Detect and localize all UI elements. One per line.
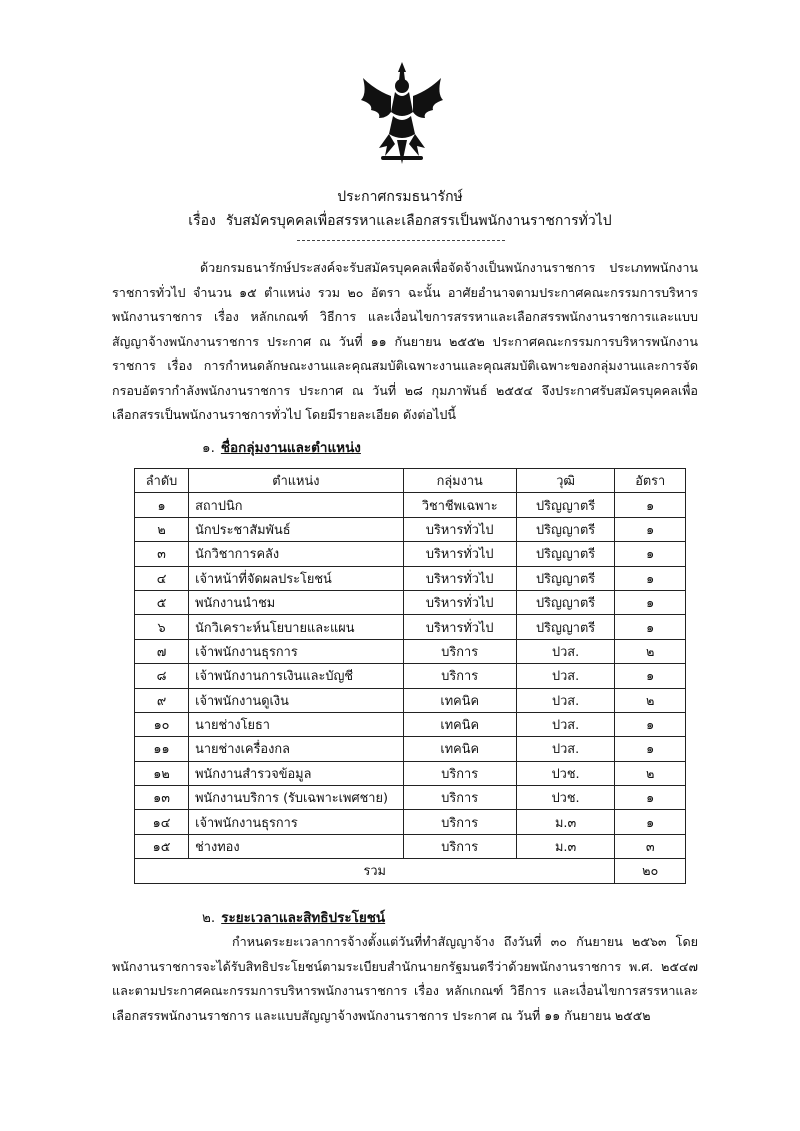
section-2-text: กำหนดระยะเวลาการจ้างตั้งแต่วันที่ทำสัญญาจ้าง ถึงวันที่ ๓๐ กันยายน ๒๕๖๓ โดยพนักงานราชการจะได้รับสิทธิประโยชน์ตามระเบียบสำนักนายกรัฐมนตรีว่าด้วยพนักงานราชการ พ.ศ. ๒๕๔๗ และตามประกาศคณะกรรมการบริหารพนักงานราชการ เรื่อง หลักเกณฑ์ วิธีการ และเงื่อนไขการสรรหาและเลือกสรรพนักงานราชการ และแบบสัญญาจ้างพนักงานราชการ ประกาศ ณ วันที่ ๑๑ กันยายน ๒๕๕๒ bbox=[112, 934, 698, 1023]
section-2-heading bbox=[202, 906, 385, 928]
cell-education: ปวส. bbox=[516, 664, 615, 688]
cell-group: บริการ bbox=[403, 761, 516, 785]
cell-education: ปริญญาตรี bbox=[516, 566, 615, 590]
cell-no: ๓ bbox=[135, 542, 189, 566]
cell-rate: ๒ bbox=[615, 639, 686, 663]
table-row bbox=[135, 639, 686, 663]
table-total-row bbox=[135, 859, 686, 883]
cell-rate: ๑ bbox=[615, 615, 686, 639]
subject-text: รับสมัครบุคคลเพื่อสรรหาและเลือกสรรเป็นพนักงานราชการทั่วไป bbox=[225, 213, 612, 229]
table-row bbox=[135, 786, 686, 810]
cell-education: ปริญญาตรี bbox=[516, 615, 615, 639]
table-row bbox=[135, 810, 686, 834]
table-header-row bbox=[135, 469, 686, 493]
cell-no: ๑๔ bbox=[135, 810, 189, 834]
cell-group: บริหารทั่วไป bbox=[403, 542, 516, 566]
cell-education: ม.๓ bbox=[516, 834, 615, 858]
cell-group: บริการ bbox=[403, 834, 516, 858]
cell-education: ปริญญาตรี bbox=[516, 590, 615, 614]
cell-no: ๘ bbox=[135, 664, 189, 688]
cell-rate: ๓ bbox=[615, 834, 686, 858]
cell-no: ๑๑ bbox=[135, 737, 189, 761]
cell-no: ๑๒ bbox=[135, 761, 189, 785]
cell-group: วิชาชีพเฉพาะ bbox=[403, 493, 516, 517]
cell-no: ๖ bbox=[135, 615, 189, 639]
cell-position: นักประชาสัมพันธ์ bbox=[189, 517, 404, 541]
total-label: รวม bbox=[135, 859, 615, 883]
table-row bbox=[135, 737, 686, 761]
cell-no: ๑ bbox=[135, 493, 189, 517]
cell-group: บริหารทั่วไป bbox=[403, 517, 516, 541]
cell-rate: ๑ bbox=[615, 590, 686, 614]
cell-education: ปวส. bbox=[516, 737, 615, 761]
cell-position: นักวิชาการคลัง bbox=[189, 542, 404, 566]
intro-text: ด้วยกรมธนารักษ์ประสงค์จะรับสมัครบุคคลเพื่อจัดจ้างเป็นพนักงานราชการ ประเภทพนักงานราชการทั่วไป จำนวน ๑๕ ตำแหน่ง รวม ๒๐ อัตรา ฉะนั้น อาศัยอำนาจตามประกาศคณะกรรมการบริหารพนักงานราชการ เรื่อง หลักเกณฑ์ วิธีการ และเงื่อนไขการสรรหาและเลือกสรรพนักงานราชการและแบบสัญญาจ้างพนักงานราชการ ประกาศ ณ วันที่ ๑๑ กันยายน ๒๕๕๒ ประกาศคณะกรรมการบริหารพนักงานราชการ เรื่อง การกำหนดลักษณะงานและคุณสมบัติเฉพาะงานและคุณสมบัติเฉพาะของกลุ่มงานและการจัดกรอบอัตรากำลังพนักงานราชการ ประกาศ ณ วันที่ ๒๘ กุมภาพันธ์ ๒๕๕๔ จึงประกาศรับสมัครบุคคลเพื่อเลือกสรรเป็นพนักงานราชการทั่วไป โดยมีรายละเอียด ดังต่อไปนี้ bbox=[112, 260, 698, 422]
table-row bbox=[135, 761, 686, 785]
cell-rate: ๑ bbox=[615, 810, 686, 834]
cell-rate: ๒ bbox=[615, 761, 686, 785]
cell-no: ๔ bbox=[135, 566, 189, 590]
cell-education: ปวช. bbox=[516, 786, 615, 810]
section-2-title: ระยะเวลาและสิทธิประโยชน์ bbox=[221, 910, 386, 926]
cell-group: บริการ bbox=[403, 786, 516, 810]
cell-group: เทคนิค bbox=[403, 737, 516, 761]
header-no: ลำดับ bbox=[135, 469, 189, 493]
total-value: ๒๐ bbox=[615, 859, 686, 883]
cell-education: ปวช. bbox=[516, 761, 615, 785]
header-position: ตำแหน่ง bbox=[189, 469, 404, 493]
positions-table bbox=[134, 468, 686, 884]
cell-education: ม.๓ bbox=[516, 810, 615, 834]
header-group: กลุ่มงาน bbox=[403, 469, 516, 493]
cell-position: นายช่างเครื่องกล bbox=[189, 737, 404, 761]
section-1-heading bbox=[202, 436, 361, 458]
cell-no: ๑๕ bbox=[135, 834, 189, 858]
table-row bbox=[135, 590, 686, 614]
cell-position: สถาปนิก bbox=[189, 493, 404, 517]
cell-group: บริหารทั่วไป bbox=[403, 590, 516, 614]
table-row bbox=[135, 493, 686, 517]
cell-group: บริการ bbox=[403, 664, 516, 688]
cell-position: เจ้าพนักงานการเงินและบัญชี bbox=[189, 664, 404, 688]
header-divider bbox=[297, 240, 505, 241]
cell-group: เทคนิค bbox=[403, 688, 516, 712]
table-row bbox=[135, 834, 686, 858]
garuda-emblem-icon bbox=[357, 60, 447, 170]
header-rate: อัตรา bbox=[615, 469, 686, 493]
table-row bbox=[135, 688, 686, 712]
cell-group: บริหารทั่วไป bbox=[403, 566, 516, 590]
table-row bbox=[135, 664, 686, 688]
cell-rate: ๑ bbox=[615, 664, 686, 688]
cell-position: ช่างทอง bbox=[189, 834, 404, 858]
intro-paragraph bbox=[112, 256, 698, 428]
announcement-title: ประกาศกรมธนารักษ์ bbox=[337, 189, 463, 205]
table-row bbox=[135, 566, 686, 590]
table-row bbox=[135, 615, 686, 639]
cell-position: นายช่างโยธา bbox=[189, 712, 404, 736]
cell-rate: ๑ bbox=[615, 493, 686, 517]
cell-position: เจ้าหน้าที่จัดผลประโยชน์ bbox=[189, 566, 404, 590]
cell-education: ปริญญาตรี bbox=[516, 493, 615, 517]
cell-rate: ๑ bbox=[615, 542, 686, 566]
cell-no: ๑๐ bbox=[135, 712, 189, 736]
cell-group: เทคนิค bbox=[403, 712, 516, 736]
header-education: วุฒิ bbox=[516, 469, 615, 493]
cell-education: ปวส. bbox=[516, 639, 615, 663]
section-2-number: ๒. bbox=[202, 910, 216, 926]
cell-no: ๕ bbox=[135, 590, 189, 614]
cell-education: ปริญญาตรี bbox=[516, 542, 615, 566]
cell-no: ๙ bbox=[135, 688, 189, 712]
section-1-title: ชื่อกลุ่มงานและตำแหน่ง bbox=[220, 440, 361, 456]
cell-position: พนักงานบริการ (รับเฉพาะเพศชาย) bbox=[189, 786, 404, 810]
cell-no: ๗ bbox=[135, 639, 189, 663]
table-row bbox=[135, 542, 686, 566]
table-row bbox=[135, 517, 686, 541]
cell-education: ปริญญาตรี bbox=[516, 517, 615, 541]
cell-position: พนักงานนำชม bbox=[189, 590, 404, 614]
table-row bbox=[135, 712, 686, 736]
cell-rate: ๑ bbox=[615, 712, 686, 736]
cell-position: เจ้าพนักงานธุรการ bbox=[189, 810, 404, 834]
cell-rate: ๑ bbox=[615, 786, 686, 810]
announcement-subject bbox=[0, 210, 800, 232]
cell-group: บริการ bbox=[403, 639, 516, 663]
cell-group: บริหารทั่วไป bbox=[403, 615, 516, 639]
cell-no: ๒ bbox=[135, 517, 189, 541]
cell-group: บริการ bbox=[403, 810, 516, 834]
cell-position: พนักงานสำรวจข้อมูล bbox=[189, 761, 404, 785]
cell-rate: ๑ bbox=[615, 566, 686, 590]
cell-no: ๑๓ bbox=[135, 786, 189, 810]
section-1-number: ๑. bbox=[202, 440, 215, 456]
cell-education: ปวส. bbox=[516, 712, 615, 736]
cell-position: เจ้าพนักงานธุรการ bbox=[189, 639, 404, 663]
cell-position: นักวิเคราะห์นโยบายและแผน bbox=[189, 615, 404, 639]
cell-position: เจ้าพนักงานดูเงิน bbox=[189, 688, 404, 712]
cell-education: ปวส. bbox=[516, 688, 615, 712]
section-2-paragraph bbox=[112, 930, 698, 1028]
cell-rate: ๒ bbox=[615, 688, 686, 712]
cell-rate: ๑ bbox=[615, 737, 686, 761]
cell-rate: ๑ bbox=[615, 517, 686, 541]
subject-label: เรื่อง bbox=[188, 213, 216, 229]
